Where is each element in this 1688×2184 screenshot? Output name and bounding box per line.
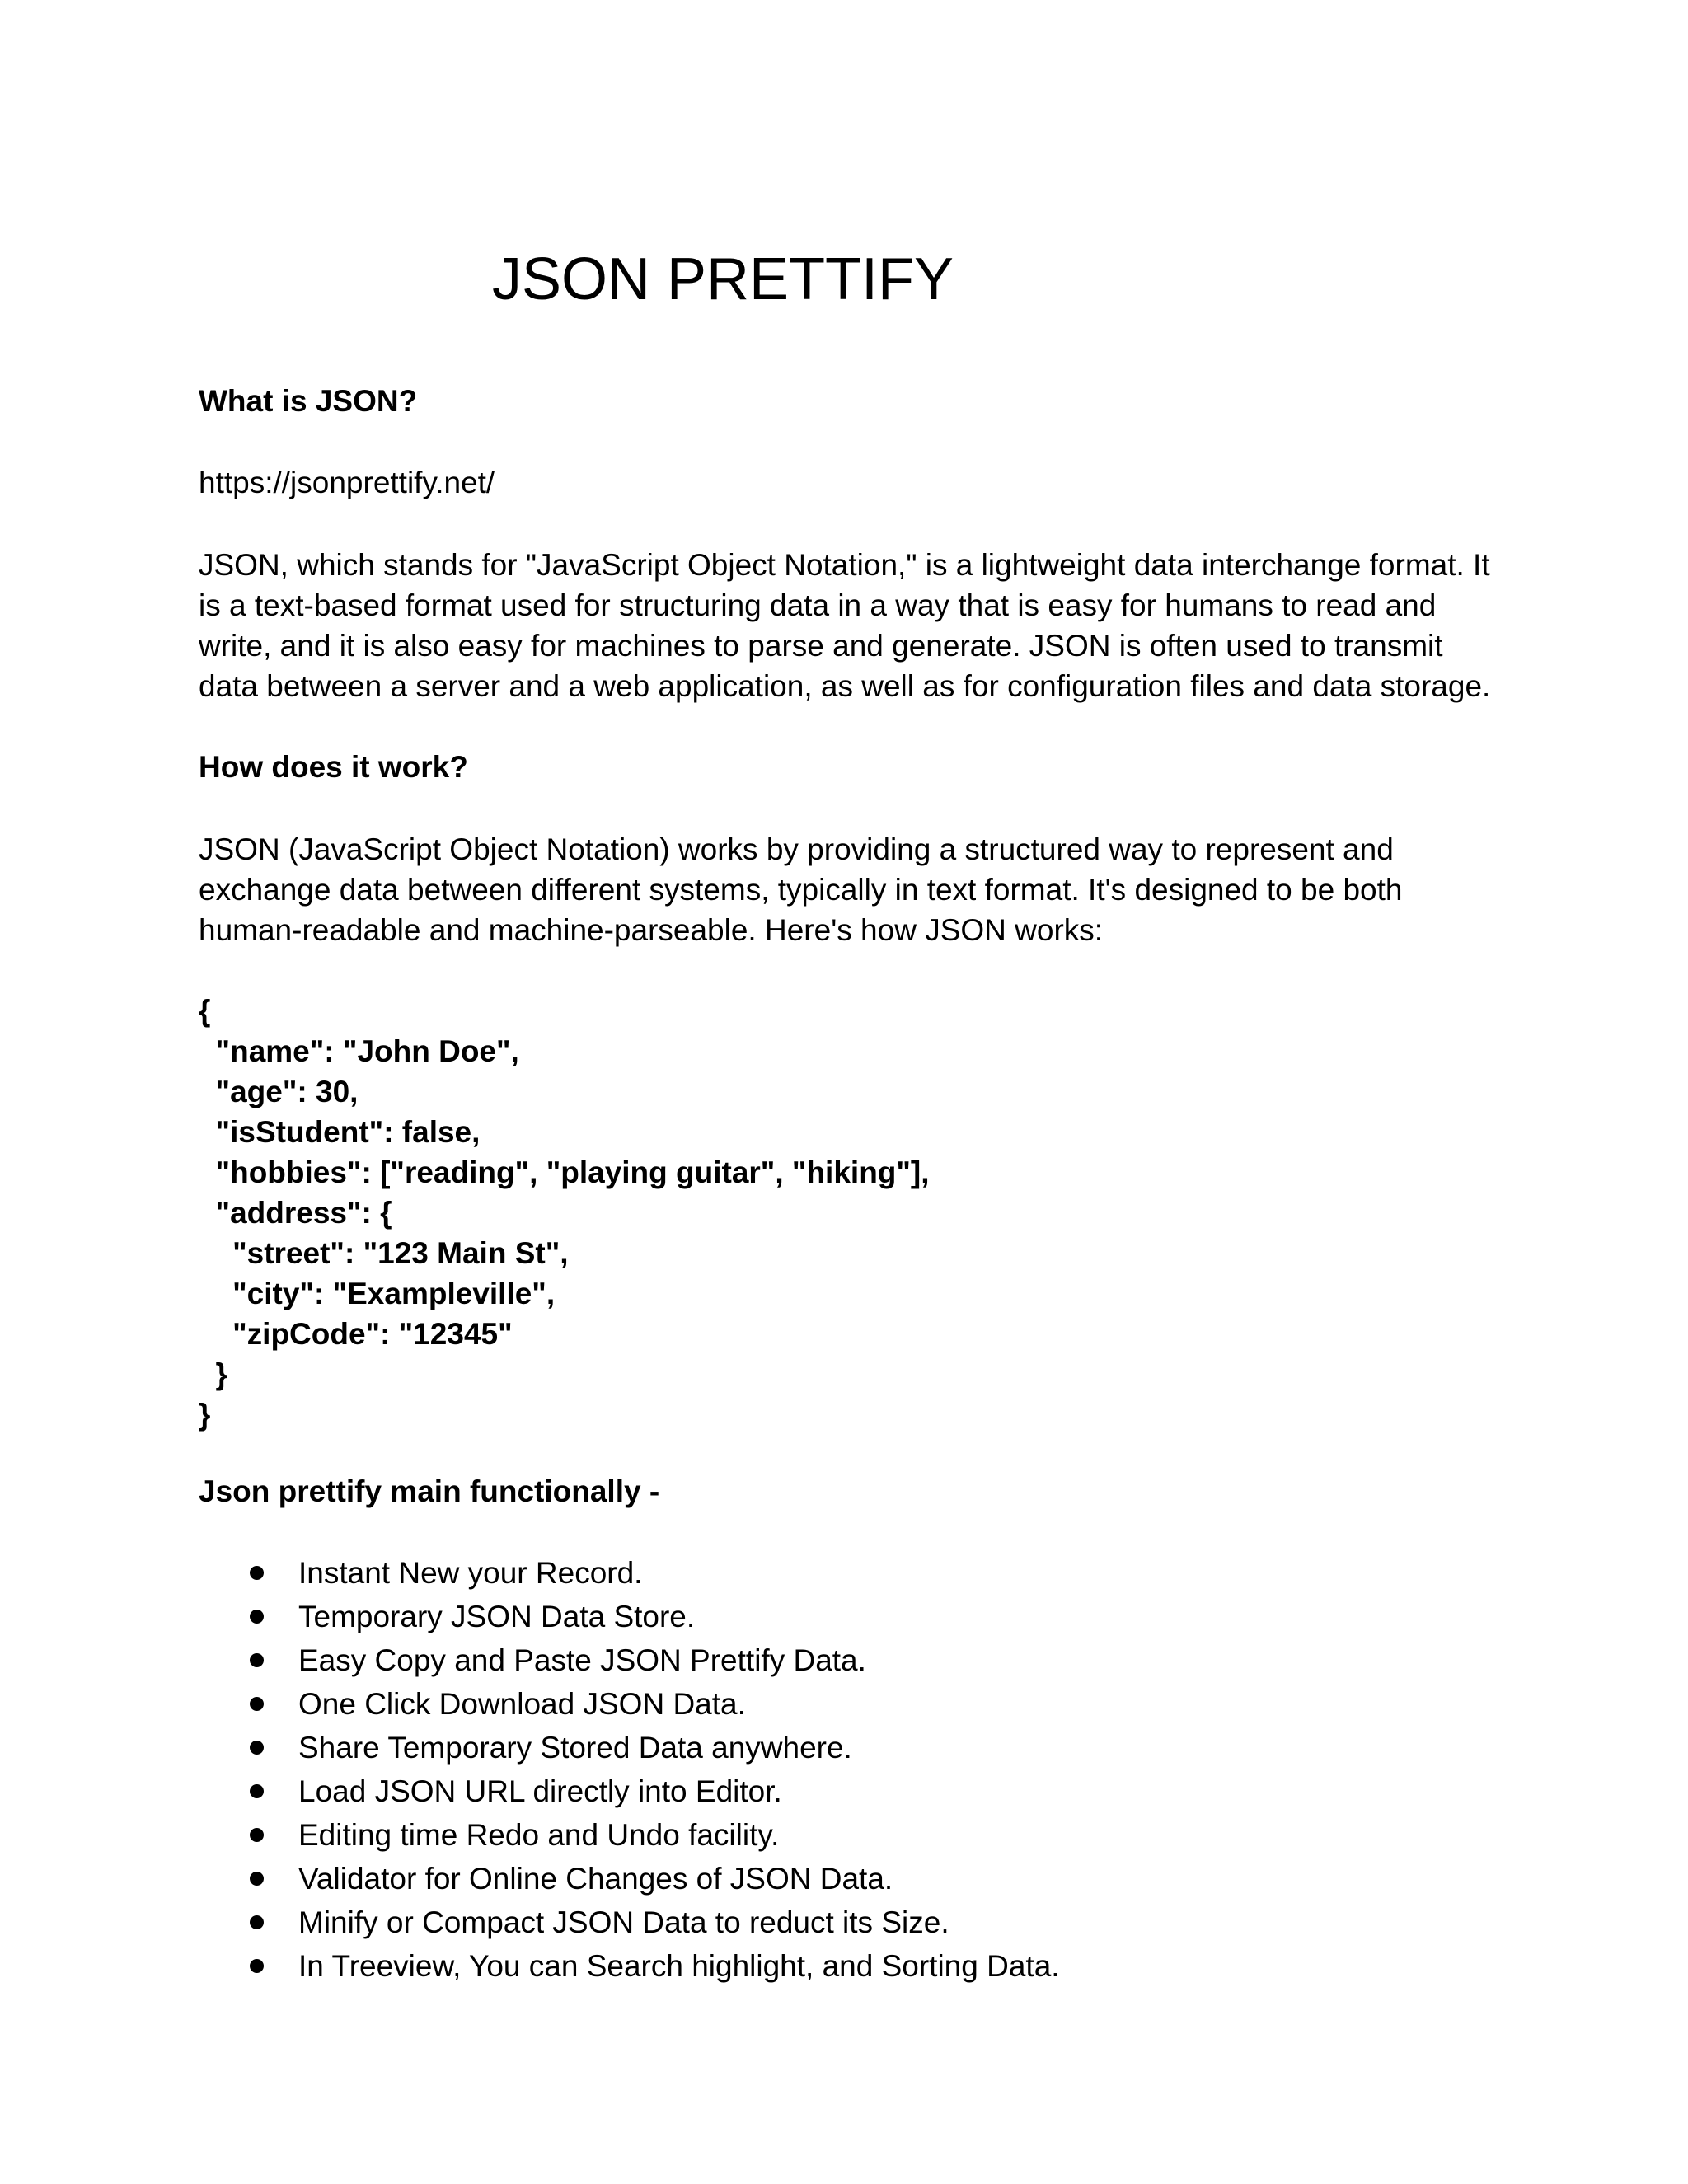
feature-list: [247, 1551, 1060, 1988]
list-item-text: Minify or Compact JSON Data to reduct its Size.: [298, 1905, 950, 1939]
heading-what-is-json: What is JSON?: [199, 384, 418, 418]
list-item-text: Validator for Online Changes of JSON Data.: [298, 1862, 893, 1896]
code-line: "zipCode": "12345": [199, 1317, 513, 1351]
code-line: "address": {: [199, 1196, 392, 1230]
code-line: "isStudent": false,: [199, 1115, 481, 1149]
paragraph-line: write, and it is also easy for machines to parse and generate. JSON is often used to transmit: [199, 629, 1443, 663]
heading-main-functionality: Json prettify main functionally -: [199, 1474, 660, 1508]
paragraph-line: is a text-based format used for structuring data in a way that is easy for humans to read and: [199, 588, 1437, 622]
list-item: [247, 1813, 1060, 1857]
list-item: [247, 1857, 1060, 1900]
bullet-icon: [250, 1653, 264, 1667]
page-title: JSON PRETTIFY: [492, 246, 954, 312]
paragraph-line: JSON (JavaScript Object Notation) works by providing a structured way to represent and: [199, 832, 1394, 866]
code-line: {: [199, 994, 211, 1028]
bullet-icon: [250, 1828, 264, 1842]
site-url: https://jsonprettify.net/: [199, 466, 495, 499]
paragraph-how-it-works: [199, 829, 1501, 950]
list-item-text: Easy Copy and Paste JSON Prettify Data.: [298, 1643, 866, 1677]
bullet-icon: [250, 1915, 264, 1929]
bullet-icon: [250, 1610, 264, 1624]
list-item: [247, 1900, 1060, 1944]
list-item-text: Load JSON URL directly into Editor.: [298, 1774, 782, 1808]
code-line: "hobbies": ["reading", "playing guitar", "hiking"],: [199, 1155, 930, 1189]
code-line: }: [199, 1398, 211, 1432]
bullet-icon: [250, 1959, 264, 1973]
bullet-icon: [250, 1784, 264, 1798]
paragraph-what-is-json: [199, 545, 1501, 706]
heading-how-does-it-work: How does it work?: [199, 750, 468, 784]
list-item: [247, 1638, 1060, 1682]
paragraph-line: human-readable and machine-parseable. Here's how JSON works:: [199, 913, 1104, 947]
code-line: }: [199, 1357, 227, 1391]
bullet-icon: [250, 1566, 264, 1580]
code-line: "street": "123 Main St",: [199, 1236, 569, 1270]
list-item-text: Share Temporary Stored Data anywhere.: [298, 1731, 852, 1765]
paragraph-line: exchange data between different systems, typically in text format. It's designed to be both: [199, 873, 1403, 907]
list-item: [247, 1769, 1060, 1813]
list-item: [247, 1551, 1060, 1595]
list-item: [247, 1944, 1060, 1988]
list-item-text: Temporary JSON Data Store.: [298, 1600, 696, 1633]
bullet-icon: [250, 1697, 264, 1711]
json-example-code: [199, 991, 930, 1435]
list-item-text: Instant New your Record.: [298, 1556, 643, 1590]
bullet-icon: [250, 1741, 264, 1755]
code-line: "age": 30,: [199, 1075, 359, 1108]
list-item: [247, 1595, 1060, 1638]
list-item: [247, 1682, 1060, 1726]
list-item-text: Editing time Redo and Undo facility.: [298, 1818, 780, 1852]
code-line: "city": "Exampleville",: [199, 1277, 556, 1310]
list-item: [247, 1726, 1060, 1769]
bullet-icon: [250, 1872, 264, 1886]
list-item-text: One Click Download JSON Data.: [298, 1687, 746, 1721]
code-line: "name": "John Doe",: [199, 1034, 519, 1068]
paragraph-line: data between a server and a web application, as well as for configuration files and data storage.: [199, 669, 1491, 703]
paragraph-line: JSON, which stands for "JavaScript Object Notation," is a lightweight data interchange format. It: [199, 548, 1490, 582]
list-item-text: In Treeview, You can Search highlight, and Sorting Data.: [298, 1949, 1060, 1983]
